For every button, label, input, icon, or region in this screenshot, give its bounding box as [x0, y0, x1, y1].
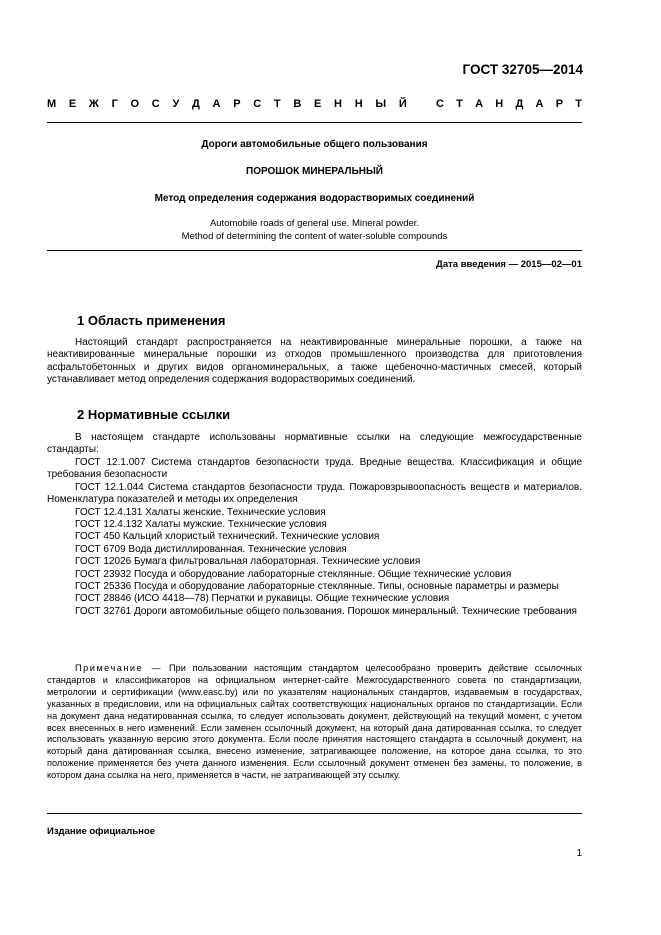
banner-letter: А [212, 98, 221, 110]
banner-letter: Е [314, 98, 322, 110]
banner-letter: Ж [88, 98, 99, 110]
banner-letter: Н [495, 98, 504, 110]
section-2-intro: В настоящем стандарте использованы нормативные ссылки на следующие межгосударственные стандарты: [47, 432, 582, 456]
banner-letter: Д [192, 98, 200, 110]
banner-letter: Г [111, 98, 118, 110]
section-1-text: Настоящий стандарт распространяется на неактивированные минеральные порошки, а также на неактивированные минеральные порошки из отходов промышленного производства для приготовления асфальтобетонных и других видов органоминеральных, а также щебеночно-мастичных смесей, который устанавливает метод определения содержания водорастворимых соединений. [47, 337, 582, 386]
banner-letter: Н [334, 98, 342, 110]
reference-item: ГОСТ 32761 Дороги автомобильные общего пользования. Порошок минеральный. Технические требования [75, 605, 577, 617]
banner-letter: С [151, 98, 160, 110]
standard-type-banner [47, 98, 582, 110]
banner-word-interstate [47, 98, 407, 110]
banner-letter: Д [515, 98, 524, 110]
footer-rule [47, 813, 582, 814]
reference-note [47, 663, 582, 782]
banner-letter: В [293, 98, 302, 110]
reference-item: ГОСТ 25336 Посуда и оборудование лабораторные стеклянные. Типы, основные параметры и размеры [75, 581, 559, 593]
banner-letter: Т [575, 98, 582, 110]
official-edition-label: Издание официальное [47, 826, 155, 837]
english-title [47, 217, 582, 243]
reference-item: ГОСТ 450 Кальций хлористый технический. Технические условия [75, 531, 380, 543]
reference-item: ГОСТ 12.1.007 Система стандартов безопасности труда. Вредные вещества. Классификация и общие требования безопасности [47, 457, 582, 481]
banner-letter: А [535, 98, 544, 110]
page-number: 1 [576, 848, 582, 859]
banner-letter: Р [555, 98, 564, 110]
banner-letter: О [130, 98, 140, 110]
title-line-powder: ПОРОШОК МИНЕРАЛЬНЫЙ [246, 166, 383, 177]
banner-letter: Т [273, 98, 281, 110]
title-line-method: Метод определения содержания водорастворимых соединений [154, 193, 475, 204]
reference-item: ГОСТ 28846 (ИСО 4418—78) Перчатки и рукавицы. Общие технические условия [75, 593, 450, 605]
banner-letter: Е [68, 98, 77, 110]
banner-letter: М [47, 98, 57, 110]
banner-word-standard [436, 98, 582, 110]
english-title-line1: Automobile roads of general use. Mineral powder. [209, 218, 420, 229]
section-1-heading: 1 Область применения [77, 313, 226, 328]
banner-letter: А [475, 98, 484, 110]
reference-item: ГОСТ 12.4.132 Халаты мужские. Технические условия [75, 519, 327, 531]
banner-letter: С [253, 98, 262, 110]
title-line-roads: Дороги автомобильные общего пользования [201, 139, 428, 150]
normative-references-list [47, 457, 582, 618]
reference-item: ГОСТ 12.1.044 Система стандартов безопасности труда. Пожаровзрывоопасность веществ и материалов. Номенклатура показателей и методы их определения [47, 481, 582, 506]
reference-item: ГОСТ 12.4.131 Халаты женские. Технические условия [75, 506, 326, 518]
reference-item: ГОСТ 12026 Бумага фильтровальная лабораторная. Технические условия [75, 556, 421, 568]
banner-letter: Й [398, 98, 407, 110]
reference-item: ГОСТ 6709 Вода дистиллированная. Технические условия [75, 543, 347, 555]
banner-letter: Т [456, 98, 463, 110]
banner-letter: Ы [375, 98, 387, 110]
note-text: При пользовании настоящим стандартом целесообразно проверить действие ссылочных стандартов и классификаторов на официальном интернет-сайте Межгосударственного совета по стандартизации, метрологии и сертификации (www.easc.by) или по указателям национальных стандартов, издаваемым в государствах, указанных в предисловии, или на официальных сайтах соответствующих национальных органов по стандартизации. Если на документ дана недатированная ссылка, то следует использовать документ, действующий на текущий момент, с учетом всех внесенных в него изменений. Если заменен ссылочный документ, на который дана датированная ссылка, то следует использовать указанную версию этого документа. Если после принятия настоящего стандарта в ссылочный документ, на который дана датированная ссылка, внесено изменение, затрагивающее положение, на которое дана ссылка, то это положение применяется без учета данного изменения. Если ссылочный документ отменен без замены, то положение, в котором дана ссылка на него, применяется в части, не затрагивающей эту ссылку. [47, 663, 582, 781]
header-rule [47, 122, 582, 123]
document-number: ГОСТ 32705—2014 [462, 62, 583, 77]
banner-letter: Н [354, 98, 363, 110]
note-label: Примечание — [75, 663, 163, 673]
banner-letter: Р [233, 98, 241, 110]
reference-item: ГОСТ 23932 Посуда и оборудование лабораторные стеклянные. Общие технические условия [75, 568, 512, 580]
section-2-heading: 2 Нормативные ссылки [77, 407, 231, 422]
introduction-date: Дата введения — 2015—02—01 [436, 259, 582, 270]
title-rule [47, 250, 582, 251]
banner-letter: С [436, 98, 444, 110]
banner-letter: У [172, 98, 180, 110]
english-title-line2: Method of determining the content of water-soluble compounds [181, 231, 448, 242]
